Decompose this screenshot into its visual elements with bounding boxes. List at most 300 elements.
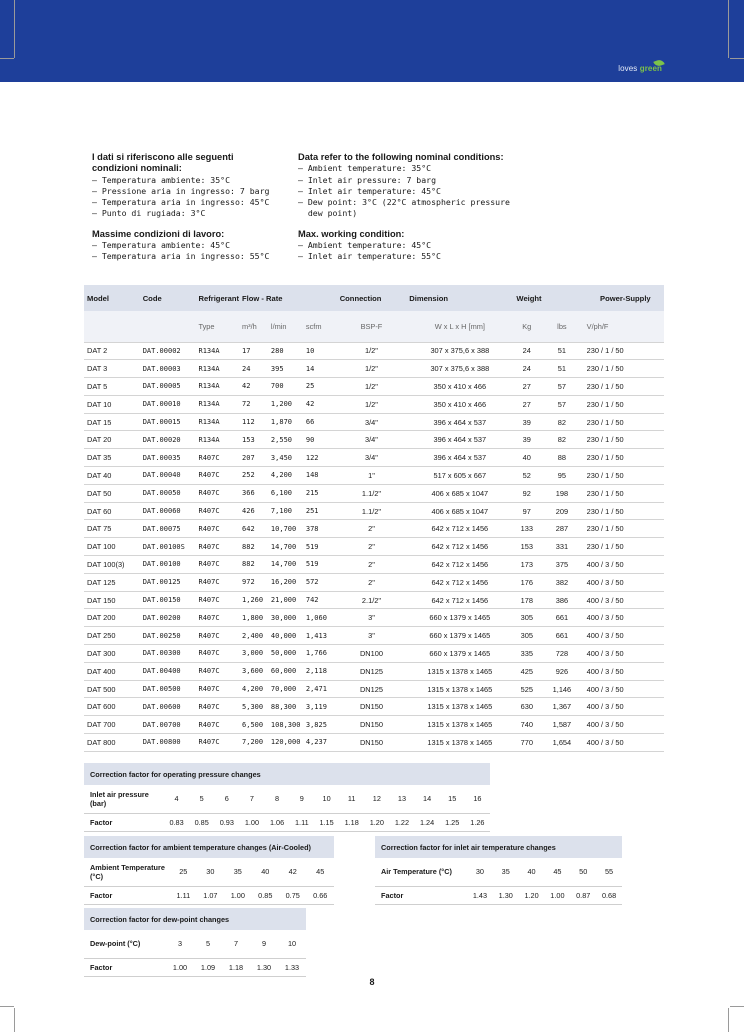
table-cell: 406 x 685 x 1047 [406,484,513,502]
table-cell: 1/2" [337,360,407,378]
table-row [84,431,664,449]
table-cell: 82 [540,413,584,431]
table-cell: 3,119 [303,698,337,716]
row-label: Air Temperature (°C) [375,858,467,886]
value-cell: 12 [364,785,389,813]
table-cell: 251 [303,502,337,520]
table-cell: DAT 100 [84,538,140,556]
table-cell: 378 [303,520,337,538]
table-cell: 3/4" [337,449,407,467]
factor-cell: 1.11 [170,886,197,904]
table-cell: 2,118 [303,662,337,680]
table-cell: 66 [303,413,337,431]
table-cell: 519 [303,556,337,574]
value-cell: 5 [194,930,222,958]
table-row [84,556,664,574]
table-cell: DAT.00002 [140,342,196,360]
table-cell: 630 [513,698,540,716]
table-cell: 426 [239,502,268,520]
table-cell: 252 [239,467,268,485]
table-cell: R134A [196,342,240,360]
crop-mark [728,0,729,58]
table-cell: 400 / 3 / 50 [584,627,664,645]
table-cell: 1315 x 1378 x 1465 [406,716,513,734]
value-cell: 30 [467,858,493,886]
table-cell: 350 x 410 x 466 [406,395,513,413]
factor-cell: 0.85 [189,813,214,831]
table-cell: 400 / 3 / 50 [584,734,664,752]
table-cell: 525 [513,680,540,698]
table-cell: 382 [540,573,584,591]
table-cell: 133 [513,520,540,538]
condition-item: – Ambient temperature: 35°C [298,163,432,174]
table-cell: 4,200 [268,467,303,485]
table-cell: 642 x 712 x 1456 [406,538,513,556]
table-cell: 2.1/2" [337,591,407,609]
table-cell: R407C [196,680,240,698]
table-row [84,591,664,609]
table-cell: 7,100 [268,502,303,520]
table-cell: 230 / 1 / 50 [584,502,664,520]
value-cell: 45 [306,858,334,886]
table-cell: 72 [239,395,268,413]
table-cell: 642 x 712 x 1456 [406,520,513,538]
factor-cell: 1.33 [278,958,306,976]
table-title: Correction factor for operating pressure changes [84,763,490,785]
table-cell: DAT 40 [84,467,140,485]
table-cell: 3/4" [337,431,407,449]
table-header-row [84,285,664,311]
column-header: Code [140,285,196,311]
conditions-heading: I dati si riferiscono alle seguenti [92,152,234,162]
table-cell: 425 [513,662,540,680]
table-cell: 6,500 [239,716,268,734]
table-row [84,342,664,360]
value-cell: 30 [197,858,224,886]
table-cell: DN125 [337,662,407,680]
column-subheader [84,311,140,342]
row-label: Factor [84,958,166,976]
value-cell: 11 [339,785,364,813]
table-cell: R407C [196,645,240,663]
value-cell: 16 [465,785,490,813]
table-cell: DAT 50 [84,484,140,502]
table-row [84,538,664,556]
table-cell: 173 [513,556,540,574]
table-cell: 1,766 [303,645,337,663]
table-row [84,627,664,645]
table-cell: DAT.00050 [140,484,196,502]
table-cell: 1,413 [303,627,337,645]
table-cell: 92 [513,484,540,502]
table-cell: DAT 300 [84,645,140,663]
table-cell: R407C [196,662,240,680]
value-cell: 7 [239,785,264,813]
column-subheader: Kg [513,311,540,342]
table-cell: 660 x 1379 x 1465 [406,609,513,627]
factor-cell: 1.09 [194,958,222,976]
table-cell: DAT 10 [84,395,140,413]
table-cell: DAT.00003 [140,360,196,378]
table-cell: DAT.00010 [140,395,196,413]
crop-mark [0,1006,14,1007]
table-cell: 661 [540,627,584,645]
table-cell: DAT 150 [84,591,140,609]
factor-cell: 0.93 [214,813,239,831]
table-cell: 400 / 3 / 50 [584,556,664,574]
table-cell: 1315 x 1378 x 1465 [406,734,513,752]
column-header: Dimension [406,285,513,311]
table-cell: 1,146 [540,680,584,698]
row-label: Ambient Temperature (°C) [84,858,170,886]
table-row [84,716,664,734]
column-subheader: V/ph/F [584,311,664,342]
table-cell: 27 [513,395,540,413]
column-header: Connection [337,285,407,311]
table-cell: 642 x 712 x 1456 [406,556,513,574]
table-cell: 642 x 712 x 1456 [406,573,513,591]
factor-cell: 1.30 [250,958,278,976]
table-cell: 280 [268,342,303,360]
table-cell: DN150 [337,716,407,734]
column-header: Flow - Rate [239,285,337,311]
table-cell: 24 [513,360,540,378]
table-cell: DAT 700 [84,716,140,734]
factor-cell: 0.83 [164,813,189,831]
table-cell: DN100 [337,645,407,663]
column-subheader: l/min [268,311,303,342]
factor-cell: 1.18 [222,958,250,976]
factor-cell: 1.26 [465,813,490,831]
table-cell: DAT 600 [84,698,140,716]
value-cell: 35 [224,858,251,886]
value-cell: 7 [222,930,250,958]
table-cell: R407C [196,698,240,716]
table-row [84,734,664,752]
factor-cell: 0.68 [596,886,622,904]
table-cell: 1315 x 1378 x 1465 [406,662,513,680]
value-cell: 55 [596,858,622,886]
factor-cell: 1.25 [440,813,465,831]
table-cell: 572 [303,573,337,591]
table-cell: R407C [196,556,240,574]
table-cell: 207 [239,449,268,467]
table-cell: 3,000 [239,645,268,663]
table-cell: 882 [239,538,268,556]
table-cell: 112 [239,413,268,431]
table-cell: DAT 35 [84,449,140,467]
value-cell: 25 [170,858,197,886]
table-cell: 3" [337,627,407,645]
table-row [84,680,664,698]
table-cell: 108,300 [268,716,303,734]
table-cell: 396 x 464 x 537 [406,431,513,449]
table-cell: 1,367 [540,698,584,716]
table-cell: 395 [268,360,303,378]
conditions-english [298,152,524,263]
table-subheader-row [84,311,664,342]
table-cell: 3" [337,609,407,627]
table-cell: 1,587 [540,716,584,734]
table-cell: 153 [239,431,268,449]
table-cell: 1,654 [540,734,584,752]
table-cell: 1.1/2" [337,502,407,520]
table-cell: DAT.00060 [140,502,196,520]
condition-item: – Inlet air pressure: 7 barg [298,174,437,185]
factor-cell: 1.00 [544,886,570,904]
factor-cell: 1.18 [339,813,364,831]
table-cell: 230 / 1 / 50 [584,520,664,538]
condition-item: – Dew point: 3°C (22°C atmospheric pressure [298,197,510,208]
table-cell: 51 [540,360,584,378]
condition-item: – Temperatura aria in ingresso: 55°C [92,251,270,262]
table-cell: 40 [513,449,540,467]
table-cell: 642 x 712 x 1456 [406,591,513,609]
factor-cell: 1.43 [467,886,493,904]
table-cell: 39 [513,431,540,449]
table-cell: 90 [303,431,337,449]
table-row [84,395,664,413]
column-subheader: BSP-F [337,311,407,342]
factor-cell: 1.22 [389,813,414,831]
value-cell: 9 [250,930,278,958]
pressure-correction-table [84,763,490,832]
crop-mark [14,1008,15,1032]
table-cell: 1" [337,467,407,485]
table-cell: 178 [513,591,540,609]
factor-cell: 1.11 [290,813,314,831]
table-cell: DAT.00020 [140,431,196,449]
table-cell: 2" [337,520,407,538]
table-cell: DAT 400 [84,662,140,680]
table-cell: 4,200 [239,680,268,698]
table-cell: R134A [196,360,240,378]
table-cell: R407C [196,609,240,627]
table-cell: DAT 3 [84,360,140,378]
table-cell: DAT.00125 [140,573,196,591]
table-cell: R407C [196,449,240,467]
condition-item: – Inlet air temperature: 55°C [298,251,441,262]
table-cell: 400 / 3 / 50 [584,662,664,680]
table-cell: DAT.00005 [140,378,196,396]
table-cell: 21,000 [268,591,303,609]
factor-cell: 1.06 [265,813,290,831]
table-cell: 1,870 [268,413,303,431]
table-cell: DAT 100(3) [84,556,140,574]
factor-cell: 0.75 [279,886,306,904]
condition-item: – Pressione aria in ingresso: 7 barg [92,185,270,196]
table-cell: 770 [513,734,540,752]
table-cell: 366 [239,484,268,502]
table-cell: 230 / 1 / 50 [584,413,664,431]
table-cell: R407C [196,591,240,609]
table-cell: DAT.00800 [140,734,196,752]
crop-mark [730,58,744,59]
table-cell: DAT.00150 [140,591,196,609]
table-cell: 215 [303,484,337,502]
table-cell: 517 x 605 x 667 [406,467,513,485]
value-cell: 40 [252,858,279,886]
factor-cell: 1.24 [415,813,440,831]
table-cell: 3,450 [268,449,303,467]
table-cell: 740 [513,716,540,734]
table-cell: 27 [513,378,540,396]
table-cell: DAT.00300 [140,645,196,663]
table-cell: 209 [540,502,584,520]
factor-cell: 0.87 [570,886,596,904]
table-cell: 519 [303,538,337,556]
table-cell: 396 x 464 x 537 [406,449,513,467]
value-cell: 35 [493,858,519,886]
table-cell: DN150 [337,698,407,716]
table-cell: DAT.00600 [140,698,196,716]
table-cell: 230 / 1 / 50 [584,538,664,556]
condition-item: – Punto di rugiada: 3°C [92,208,206,219]
table-cell: 42 [303,395,337,413]
table-cell: R407C [196,467,240,485]
conditions-heading: condizioni nominali: [92,163,182,174]
inlet-air-correction-table [375,836,622,905]
table-cell: DAT 250 [84,627,140,645]
table-cell: DAT 2 [84,342,140,360]
table-cell: 198 [540,484,584,502]
table-cell: 4,237 [303,734,337,752]
table-cell: 400 / 3 / 50 [584,716,664,734]
crop-mark [730,1006,744,1007]
table-cell: 25 [303,378,337,396]
table-cell: 1,800 [239,609,268,627]
table-cell: 400 / 3 / 50 [584,645,664,663]
max-conditions-heading: Massime condizioni di lavoro: [92,228,225,239]
factor-cell: 0.66 [306,886,334,904]
table-cell: R134A [196,395,240,413]
table-cell: 7,200 [239,734,268,752]
factor-cell: 1.07 [197,886,224,904]
value-cell: 40 [519,858,545,886]
table-title: Correction factor for dew-point changes [84,908,306,930]
table-cell: DAT 125 [84,573,140,591]
table-cell: 287 [540,520,584,538]
crop-mark [14,0,15,58]
table-cell: DAT.00100 [140,556,196,574]
table-cell: 70,000 [268,680,303,698]
table-cell: 305 [513,609,540,627]
table-row [84,360,664,378]
table-cell: 230 / 1 / 50 [584,360,664,378]
table-cell: 6,100 [268,484,303,502]
table-cell: 2,550 [268,431,303,449]
table-cell: 50,000 [268,645,303,663]
table-cell: 57 [540,395,584,413]
factor-cell: 1.00 [166,958,194,976]
table-cell: 230 / 1 / 50 [584,378,664,396]
table-cell: 400 / 3 / 50 [584,591,664,609]
table-cell: 14 [303,360,337,378]
condition-item: – Temperatura aria in ingresso: 45°C [92,197,270,208]
value-cell: 4 [164,785,189,813]
column-header: Weight [513,285,583,311]
table-title: Correction factor for inlet air temperature changes [375,836,622,858]
column-subheader: scfm [303,311,337,342]
table-cell: 16,200 [268,573,303,591]
table-title: Correction factor for ambient temperature changes (Air-Cooled) [84,836,334,858]
table-cell: 375 [540,556,584,574]
table-cell: 335 [513,645,540,663]
table-cell: 660 x 1379 x 1465 [406,627,513,645]
crop-mark [728,1008,729,1032]
table-cell: R134A [196,431,240,449]
table-cell: DAT.00040 [140,467,196,485]
table-cell: DN125 [337,680,407,698]
table-cell: 3/4" [337,413,407,431]
table-cell: 230 / 1 / 50 [584,395,664,413]
table-cell: 14,700 [268,538,303,556]
table-cell: 40,000 [268,627,303,645]
table-row [84,645,664,663]
table-cell: 10,700 [268,520,303,538]
table-row [84,378,664,396]
table-row [84,662,664,680]
table-cell: 60,000 [268,662,303,680]
table-cell: DAT 5 [84,378,140,396]
table-cell: 2" [337,556,407,574]
table-cell: 396 x 464 x 537 [406,413,513,431]
table-cell: 30,000 [268,609,303,627]
brand-logo: loves green [618,64,662,73]
column-subheader: lbs [540,311,584,342]
table-cell: 57 [540,378,584,396]
table-cell: R407C [196,520,240,538]
table-cell: DAT 500 [84,680,140,698]
row-label: Factor [84,886,170,904]
factor-cell: 1.15 [314,813,339,831]
table-cell: 400 / 3 / 50 [584,573,664,591]
table-row [84,484,664,502]
table-cell: 230 / 1 / 50 [584,342,664,360]
value-cell: 50 [570,858,596,886]
table-cell: 17 [239,342,268,360]
value-cell: 9 [290,785,314,813]
table-cell: DAT.00075 [140,520,196,538]
value-cell: 3 [166,930,194,958]
table-cell: R407C [196,502,240,520]
table-cell: 230 / 1 / 50 [584,431,664,449]
table-cell: 2,400 [239,627,268,645]
row-label: Inlet air pressure (bar) [84,785,164,813]
table-cell: 176 [513,573,540,591]
ambient-correction-table [84,836,334,905]
table-cell: 52 [513,467,540,485]
factor-cell: 1.30 [493,886,519,904]
specifications-table [84,285,664,752]
column-header: Model [84,285,140,311]
crop-mark [0,58,14,59]
table-cell: 1/2" [337,395,407,413]
table-cell: R407C [196,573,240,591]
value-cell: 13 [389,785,414,813]
table-row [84,502,664,520]
table-cell: 660 x 1379 x 1465 [406,645,513,663]
table-cell: DAT 60 [84,502,140,520]
column-subheader: W x L x H [mm] [406,311,513,342]
table-cell: 82 [540,431,584,449]
table-cell: 122 [303,449,337,467]
table-cell: DAT 200 [84,609,140,627]
conditions-italian [92,152,288,263]
column-header: Refrigerant [196,285,240,311]
table-row [84,449,664,467]
table-cell: DAT.00100S [140,538,196,556]
